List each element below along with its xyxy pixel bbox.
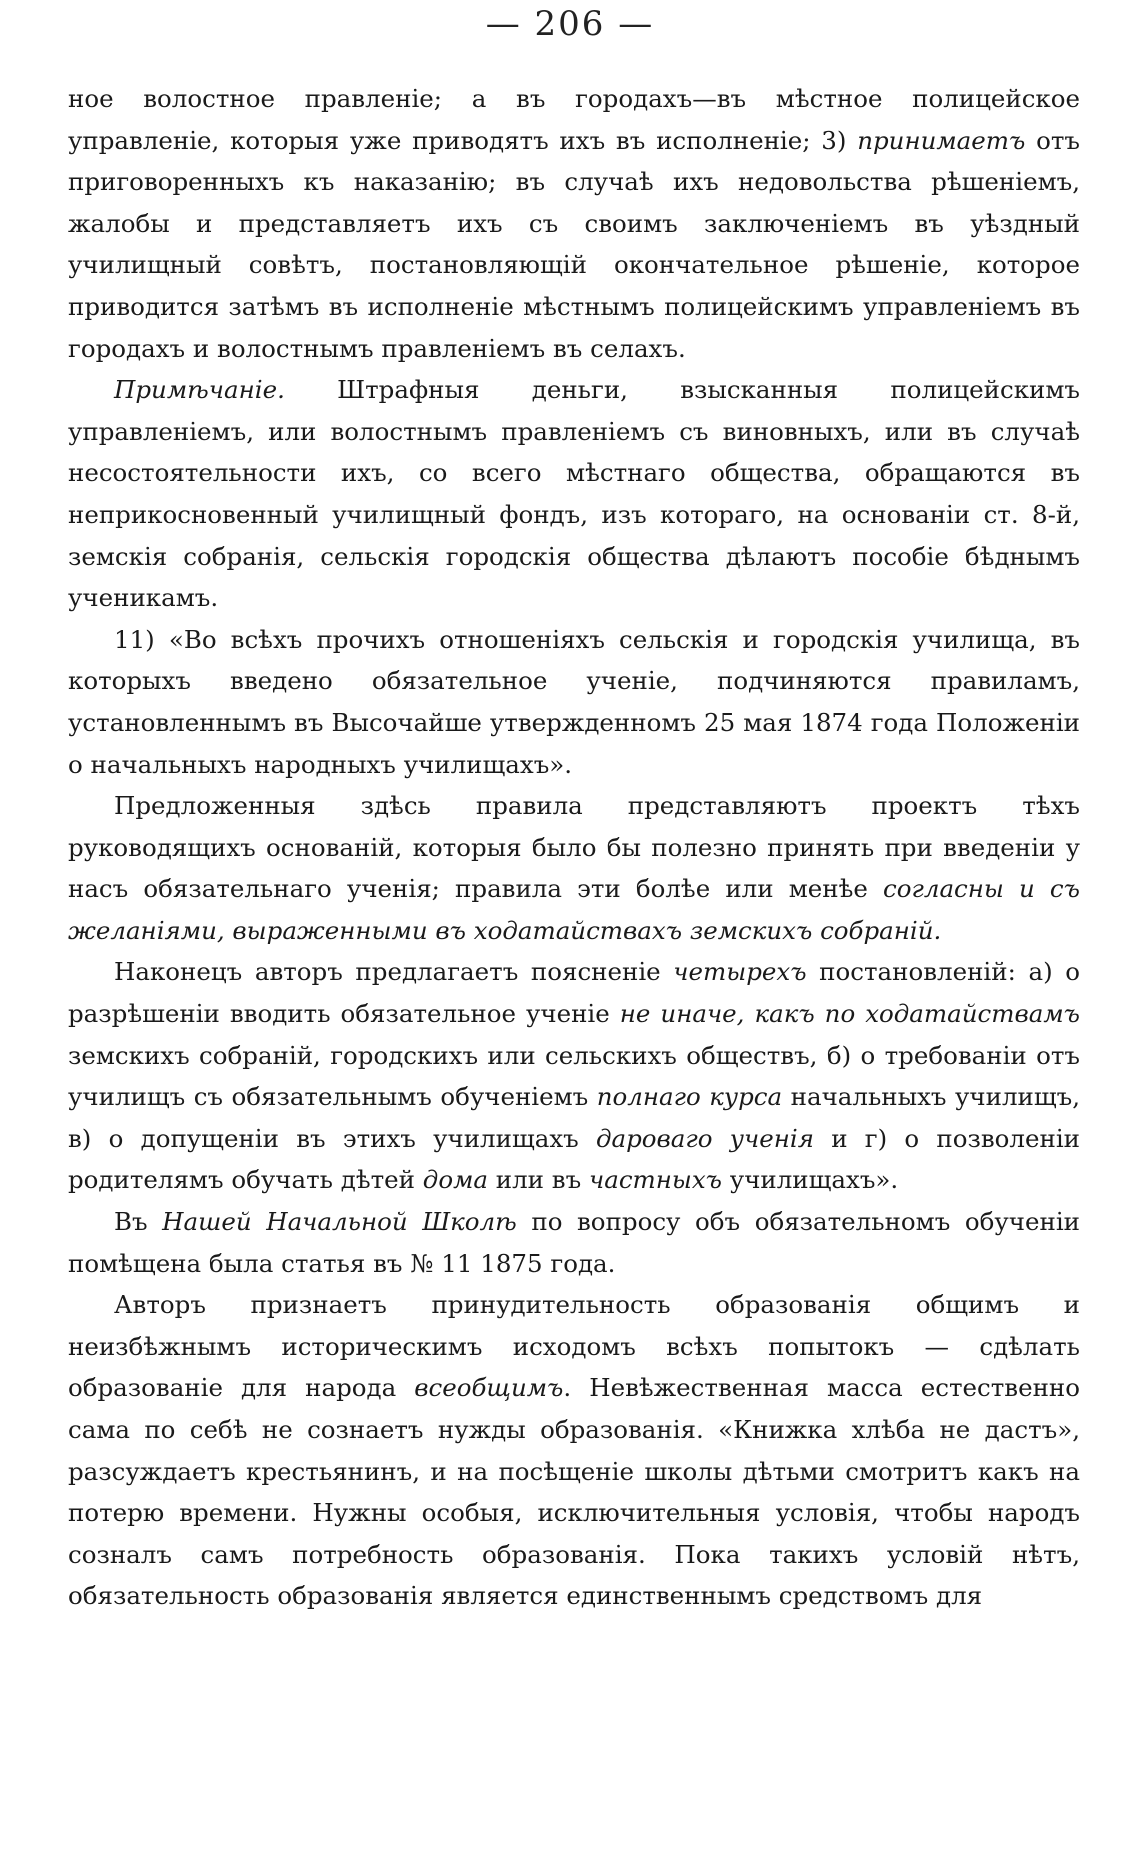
paragraph-11 xyxy=(68,619,1080,785)
text-run: Авторъ признаетъ принудительность образованія общимъ и неизбѣжнымъ историческимъ исходомъ всѣхъ попытокъ — сдѣлать образованіе для народа xyxy=(68,1290,1080,1403)
text-run: начальныхъ училищъ, в) о допущеніи въ этихъ училищахъ xyxy=(68,1082,1080,1153)
text-run: . Невѣжественная масса естественно сама по себѣ не сознаетъ нужды образованія. «Книжка хлѣба не дастъ», разсуждаетъ крестьянинъ, и на посѣщеніе школы дѣтьми смотритъ какъ на потерю времени. Нужны особыя, исключительныя условія, чтобы народъ созналъ самъ потребность образованія. Пока такихъ условій нѣтъ, обязательность образованія является единственнымъ средствомъ для xyxy=(68,1373,1081,1611)
text-run: 11) «Во всѣхъ прочихъ отношеніяхъ сельскія и городскія училища, въ которыхъ введено обязательное ученіе, подчиняются правиламъ, установленнымъ въ Высочайше утвержденномъ 25 мая 1874 года Положеніи о начальныхъ народныхъ училищахъ». xyxy=(68,624,1080,779)
paragraph-proposal xyxy=(68,785,1080,951)
page-body xyxy=(68,78,1080,1617)
text-run: отъ приговоренныхъ къ наказанію; въ случаѣ ихъ недовольства рѣшеніемъ, жалобы и представляетъ ихъ съ своимъ заключеніемъ въ уѣздный училищный совѣтъ, постановляющій окончательное рѣшеніе, которое приводится затѣмъ въ исполненіе мѣстнымъ полицейскимъ управленіемъ въ городахъ и волостнымъ правленіемъ въ селахъ. xyxy=(68,125,1081,363)
page-number: — 206 — xyxy=(485,4,655,44)
text-run: и г) о позволеніи родителямъ обучать дѣтей xyxy=(68,1123,1080,1195)
paragraph-school-article xyxy=(68,1201,1080,1284)
paragraph-explanation xyxy=(68,951,1080,1201)
italic-run: дома xyxy=(422,1165,488,1195)
text-run: Наконецъ авторъ предлагаетъ поясненіе xyxy=(114,957,674,987)
italic-run: дароваго ученія xyxy=(595,1123,814,1153)
italic-run: принимаетъ xyxy=(857,125,1026,155)
text-run: Предложенныя здѣсь правила представляютъ проектъ тѣхъ руководящихъ основаній, которыя было бы полезно принять при введеніи у насъ обязательнаго ученія; правила эти болѣе или менѣе xyxy=(68,791,1080,904)
text-run: Штрафныя деньги, взысканныя полицейскимъ управленіемъ, или волостнымъ правленіемъ съ виновныхъ, или въ случаѣ несостоятельности ихъ, со всего мѣстнаго общества, обращаются въ неприкосновенный училищный фондъ, изъ котораго, на основаніи ст. 8-й, земскія собранія, сельскія городскія общества дѣлаютъ пособіе бѣднымъ ученикамъ. xyxy=(68,375,1080,613)
text-run: Въ xyxy=(114,1207,163,1237)
italic-run: четырехъ xyxy=(673,957,807,987)
italic-run: частныхъ xyxy=(588,1165,723,1195)
text-run: или въ xyxy=(488,1165,589,1195)
italic-run: согласны и съ желаніями, выраженными въ ходатайствахъ земскихъ собраній. xyxy=(68,874,1080,945)
italic-run: полнаго курса xyxy=(596,1082,783,1112)
text-run: постановленій: а) о разрѣшеніи вводить обязательное ученіе xyxy=(68,957,1080,1029)
paragraph-author xyxy=(68,1284,1080,1617)
journal-title: Нашей Начальной Школѣ xyxy=(162,1207,517,1237)
note-label: Примѣчаніе. xyxy=(114,375,285,405)
text-run: ное волостное правленіе; а въ городахъ—въ мѣстное полицейское управленіе, которыя уже приводятъ ихъ въ исполненіе; 3) xyxy=(68,84,1080,155)
text-run: училищахъ». xyxy=(722,1165,899,1195)
italic-run: не иначе, какъ по ходатайствамъ xyxy=(619,999,1080,1029)
italic-run: всеобщимъ xyxy=(414,1373,564,1403)
paragraph-note xyxy=(68,369,1080,619)
text-run: земскихъ собраній, городскихъ или сельскихъ обществъ, б) о требованіи отъ училищъ съ обязательнымъ обученіемъ xyxy=(68,1040,1080,1112)
text-run: по вопросу объ обязательномъ обученіи помѣщена была статья въ № 11 1875 года. xyxy=(68,1207,1080,1278)
paragraph-1 xyxy=(68,78,1080,369)
